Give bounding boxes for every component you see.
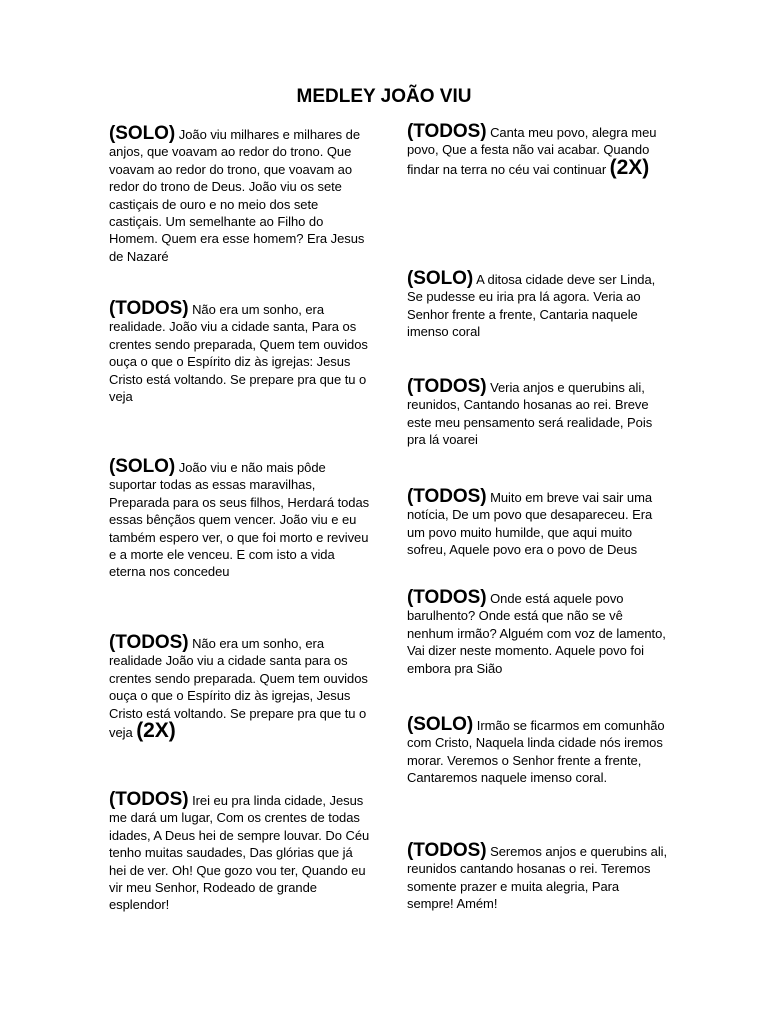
stanza-left-4 (109, 634, 372, 741)
stanza-text: Canta meu povo, alegra meu povo, Que a festa não vai acabar. Quando findar na terra no céu vai continuar (407, 125, 657, 177)
stanza-text: Não era um sonho, era realidade. João viu a cidade santa, Para os crentes sendo preparada, Quem tem ouvidos ouça o que o Espírito diz às igrejas: Jesus Cristo está voltando. Se prepare pra que tu o veja (109, 302, 368, 405)
stanza-text: Muito em breve vai sair uma notícia, De um povo que desapareceu. Era um povo muito humilde, que aqui muito sofreu, Aquele povo era o povo de Deus (407, 490, 653, 558)
stanza-text: Onde está aquele povo barulhento? Onde está que não se vê nenhum irmão? Alguém com voz de lamento, Vai dizer neste momento. Aquele povo foi embora pra Sião (407, 591, 666, 676)
stanza-right-7 (407, 842, 669, 913)
repeat-marker: (2X) (609, 155, 650, 179)
stanza-text: A ditosa cidade deve ser Linda, Se pudesse eu iria pra lá agora. Veria ao Senhor frente a frente, Cantaria naquele imenso coral (407, 272, 656, 340)
part-label: (TODOS) (407, 121, 487, 142)
stanza-text: Não era um sonho, era realidade João viu a cidade santa para os crentes sendo preparada. Quem tem ouvidos ouça o que o Espírito diz às igrejas, Jesus Cristo está voltando. Se prepare pra que tu o veja (109, 636, 368, 741)
stanza-text: Irmão se ficarmos em comunhão com Cristo, Naquela linda cidade nós iremos morar. Veremos o Senhor frente a frente, Cantaremos naquele imenso coral. (407, 718, 665, 786)
stanza-right-6 (407, 716, 669, 787)
stanza-left-2 (109, 300, 372, 405)
page-title: MEDLEY JOÃO VIU (296, 86, 472, 107)
stanza-right-3 (407, 378, 669, 449)
stanza-right-2 (407, 270, 669, 341)
part-label: (TODOS) (407, 486, 487, 507)
stanza-text: João viu e não mais pôde suportar todas as essas maravilhas, Preparada para os seus filhos, Herdará todas essas bênçãos quem vencer. João viu e eu também espero ver, o que foi morto e reviveu e a morte ele venceu. E com isto a vida eterna nos concedeu (109, 460, 370, 580)
stanza-text: Irei eu pra linda cidade, Jesus me dará um lugar, Com os crentes de todas idades, A Deus hei de sempre louvar. Do Céu tenho muitas saudades, Das glórias que já hei de ver. Oh! Que gozo vou ter, Quando eu vir meu Senhor, Rodeado de grande esplendor! (109, 793, 370, 913)
part-label: (TODOS) (109, 789, 189, 810)
stanza-left-3 (109, 458, 372, 581)
stanza-text: Seremos anjos e querubins ali, reunidos cantando hosanas o rei. Teremos somente prazer e muita alegria, Para sempre! Amém! (407, 844, 668, 912)
part-label: (SOLO) (109, 456, 176, 477)
part-label: (SOLO) (109, 123, 176, 144)
repeat-marker: (2X) (136, 719, 176, 743)
stanza-left-5 (109, 791, 372, 914)
stanza-right-1 (407, 123, 669, 178)
part-label: (TODOS) (407, 587, 487, 608)
part-label: (SOLO) (407, 268, 474, 289)
part-label: (SOLO) (407, 714, 474, 735)
stanza-text: João viu milhares e milhares de anjos, que voavam ao redor do trono. Que voavam ao redor do trono, que voavam ao redor do trono de Deus. João viu os sete castiçais de ouro e no meio dos sete castiçais. Um semelhante ao Filho do Homem. Quem era esse homem? Era Jesus de Nazaré (109, 127, 365, 264)
stanza-text: Veria anjos e querubins ali, reunidos, Cantando hosanas ao rei. Breve este meu pensamento será realidade, Pois pra lá voarei (407, 380, 653, 448)
part-label: (TODOS) (109, 298, 189, 319)
stanza-left-1 (109, 125, 372, 265)
stanza-right-4 (407, 488, 669, 559)
part-label: (TODOS) (407, 376, 487, 397)
part-label: (TODOS) (407, 840, 487, 861)
stanza-right-5 (407, 589, 669, 677)
part-label: (TODOS) (109, 632, 189, 653)
